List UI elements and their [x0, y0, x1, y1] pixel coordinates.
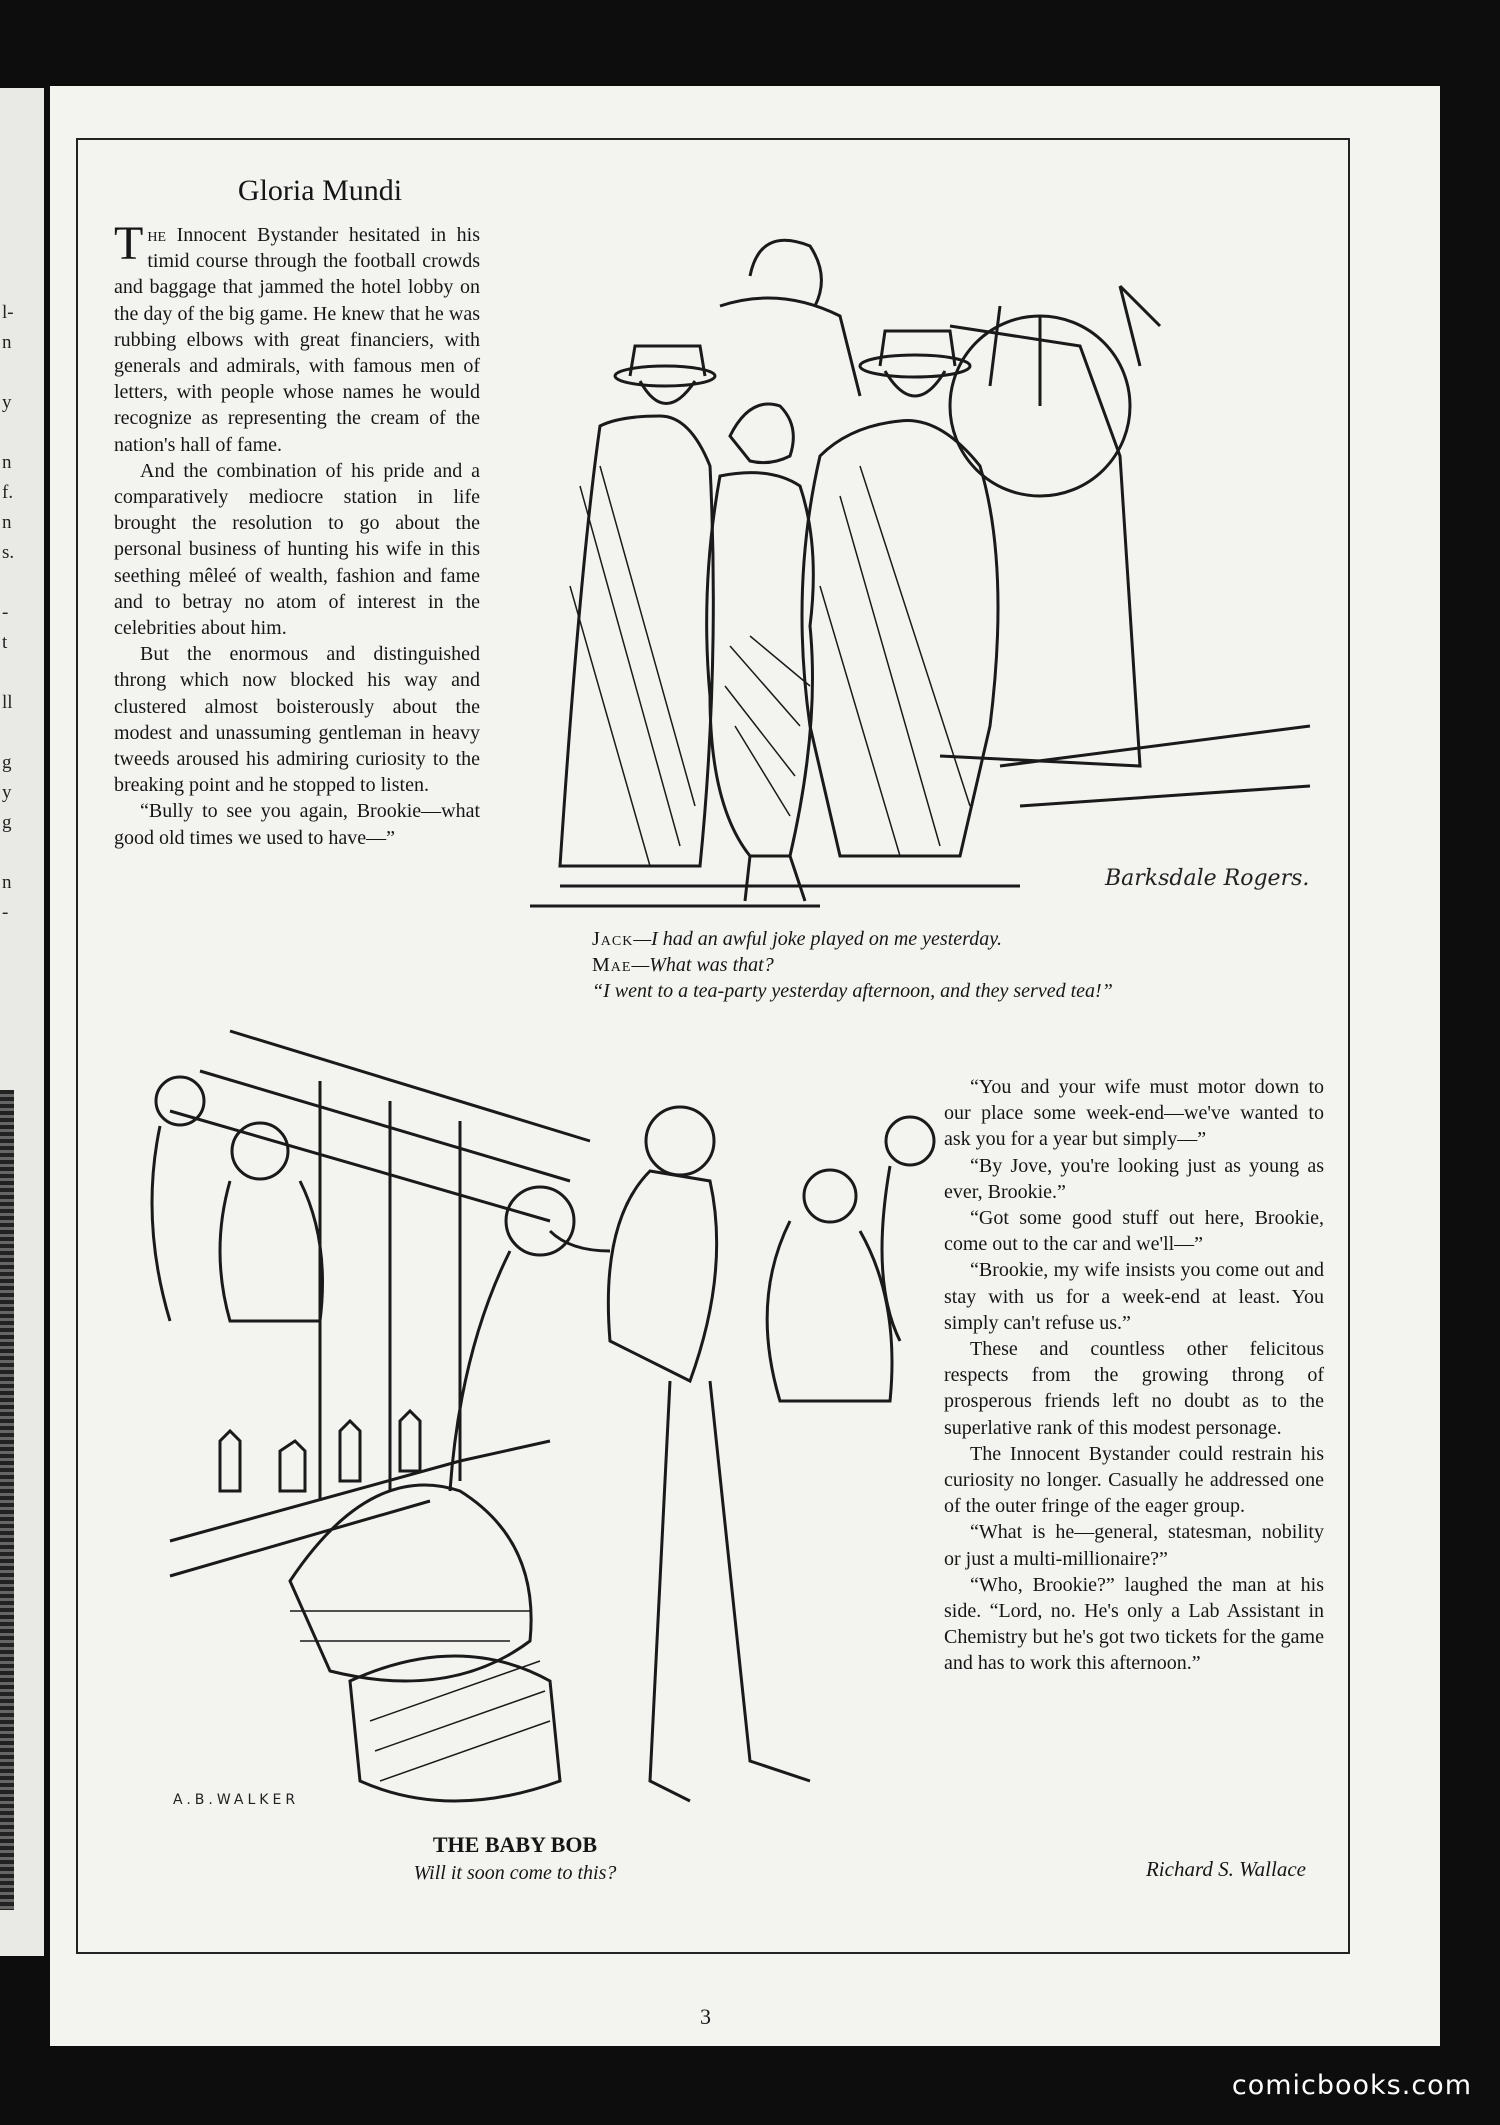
cartoon-2-title: THE BABY BOB	[432, 1832, 598, 1857]
caption-line-3: “I went to a tea-party yesterday afternoon, and they served tea!”	[592, 980, 1113, 1002]
cartoon-tea-party-drawing	[520, 166, 1320, 916]
page-number: 3	[700, 2004, 711, 2029]
speaker-mae: Mae	[592, 954, 632, 976]
drop-cap: T	[114, 217, 144, 270]
caption-line-1-text: —I had an awful joke played on me yesterday.	[633, 928, 1002, 950]
paragraph-7: “Got some good stuff out here, Brookie, come out to the car and we'll—”	[944, 1207, 1324, 1256]
caption-line-2	[592, 952, 1312, 978]
paragraph-9: These and countless other felicitous respects from the growing throng of prosperous friends left no doubt as to the superlative rank of this modest personage.	[944, 1338, 1324, 1439]
cartoon-baby-bob-illustration	[130, 1021, 970, 1851]
paragraph-1	[114, 217, 480, 458]
paragraph-5: “You and your wife must motor down to our place some week-end—we've wanted to ask you for a year but simply—”	[944, 1076, 1324, 1151]
speaker-jack: Jack	[592, 928, 634, 950]
paragraph-1-text: Innocent Bystander hesitated in his timid course through the football crowds and baggage that jammed the hotel lobby on the day of the big game. He knew that he was rubbing elbows with great financiers, with generals and admirals, with famous men of letters, with people whose names he would recognize as representing the cream of the nation's hall of fame.	[114, 224, 480, 456]
paragraph-12: “Who, Brookie?” laughed the man at his side. “Lord, no. He's only a Lab Assistant in Chemistry but he's got two tickets for the game and has to work this afternoon.”	[944, 1573, 1324, 1675]
paragraph-4: “Bully to see you again, Brookie—what good old times we used to have—”	[114, 800, 480, 849]
cartoon-1-signature: Barksdale Rogers.	[1105, 866, 1310, 891]
caption-line-2-text: —What was that?	[631, 954, 774, 976]
paragraph-3: But the enormous and distinguished throng which now blocked his way and clustered almost boisterously about the modest and unassuming gentleman in heavy tweeds aroused his admiring curiosity to the breaking point and he stopped to listen.	[114, 643, 480, 797]
cartoon-2-subtitle: Will it soon come to this?	[413, 1862, 617, 1884]
article-column-right	[944, 1074, 1324, 1677]
article-author: Richard S. Wallace	[1145, 1857, 1306, 1881]
cartoon-1-caption	[592, 926, 1312, 1004]
paragraph-6: “By Jove, you're looking just as young as ever, Brookie.”	[944, 1154, 1324, 1203]
article-title: Gloria Mundi	[237, 174, 403, 207]
cartoon-tea-party-illustration	[520, 166, 1320, 916]
lead-in: he	[147, 224, 166, 246]
paragraph-11: “What is he—general, statesman, nobility or just a multi-millionaire?”	[944, 1521, 1324, 1570]
cartoon-baby-bob-drawing	[130, 1021, 970, 1851]
paragraph-2: And the combination of his pride and a comparatively mediocre station in life brought the resolution to go about the personal business of hunting his wife in this seething mêleé of wealth, fashion and fame and to betray no atom of interest in the celebrities about him.	[114, 459, 480, 640]
article-column-left	[114, 217, 480, 851]
binding-strip	[0, 1090, 14, 1910]
facing-page-text: l- n y n f. n s. - t ll g y g n -	[2, 302, 15, 923]
magazine-page	[50, 86, 1440, 2046]
caption-line-1	[592, 926, 1312, 952]
paragraph-10: The Innocent Bystander could restrain his curiosity no longer. Casually he addressed one of the outer fringe of the eager group.	[944, 1442, 1324, 1518]
watermark-text: comicbooks.com	[1231, 2070, 1472, 2101]
cartoon-2-signature: A.B.WALKER	[173, 1792, 300, 1808]
paragraph-8: “Brookie, my wife insists you come out and stay with us for a week-end at least. You simply can't refuse us.”	[944, 1259, 1324, 1334]
